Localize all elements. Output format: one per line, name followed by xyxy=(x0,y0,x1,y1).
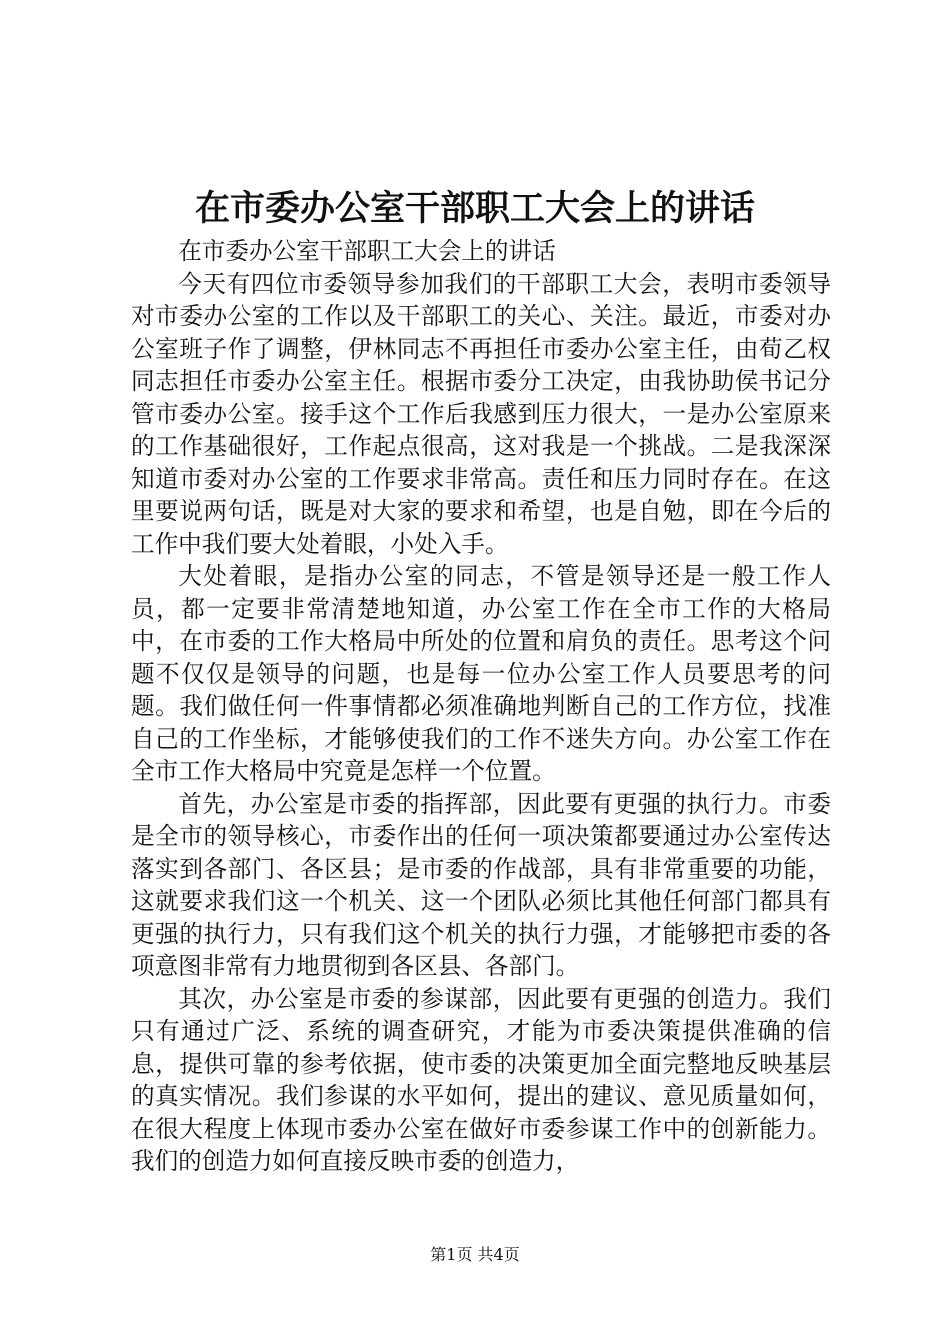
document-title: 在市委办公室干部职工大会上的讲话 xyxy=(194,188,755,229)
paragraph-subtitle: 在市委办公室干部职工大会上的讲话 xyxy=(178,237,556,265)
document-body xyxy=(131,235,831,1178)
paragraph-big-picture: 大处着眼，是指办公室的同志，不管是领导还是一般工作人员，都一定要非常清楚地知道，办公室工作在全市工作的大格局中，在市委的工作大格局中所处的位置和肩负的责任。思考这个问题不仅仅是领导的问题，也是每一位办公室工作人员要思考的问题。我们做任何一件事情都必须准确地判断自己的工作方位，找准自己的工作坐标，才能够使我们的工作不迷失方向。办公室工作在全市工作大格局中究竟是怎样一个位置。 xyxy=(131,562,831,785)
paragraph-second-point: 其次，办公室是市委的参谋部，因此要有更强的创造力。我们只有通过广泛、系统的调查研究，才能为市委决策提供准确的信息，提供可靠的参考依据，使市委的决策更加全面完整地反映基层的真实情况。我们参谋的水平如何，提出的建议、意见质量如何，在很大程度上体现市委办公室在做好市委参谋工作中的创新能力。我们的创造力如何直接反映市委的创造力， xyxy=(131,984,831,1175)
paragraph-intro: 今天有四位市委领导参加我们的干部职工大会，表明市委领导对市委办公室的工作以及干部职工的关心、关注。最近，市委对办公室班子作了调整，伊林同志不再担任市委办公室主任，由荀乙权同志担任市委办公室主任。根据市委分工决定，由我协助侯书记分管市委办公室。接手这个工作后我感到压力很大，一是办公室原来的工作基础很好，工作起点很高，这对我是一个挑战。二是我深深知道市委对办公室的工作要求非常高。责任和压力同时存在。在这里要说两句话，既是对大家的要求和希望，也是自勉，即在今后的工作中我们要大处着眼，小处入手。 xyxy=(131,269,831,558)
page-footer: 第1页 共4页 xyxy=(430,1245,520,1264)
paragraph-first-point: 首先，办公室是市委的指挥部，因此要有更强的执行力。市委是全市的领导核心，市委作出的任何一项决策都要通过办公室传达落实到各部门、各区县；是市委的作战部，具有非常重要的功能，这就要求我们这一个机关、这一个团队必须比其他任何部门都具有更强的执行力，只有我们这个机关的执行力强，才能够把市委的各项意图非常有力地贯彻到各区县、各部门。 xyxy=(131,789,831,980)
